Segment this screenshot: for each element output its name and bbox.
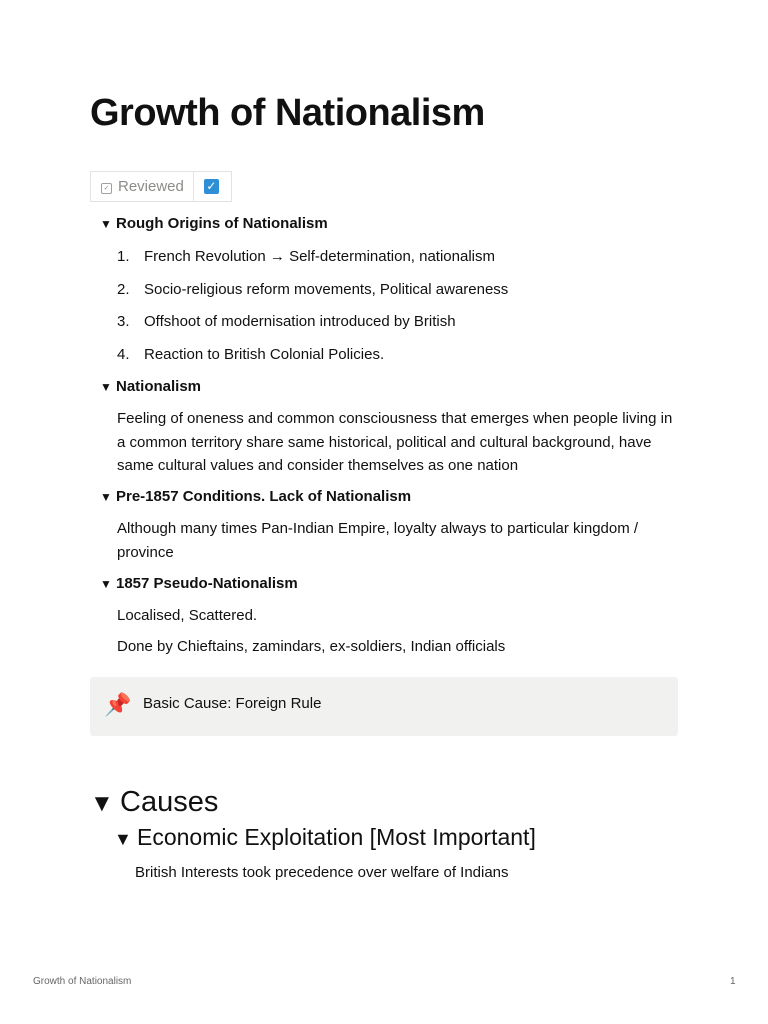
list-text: Reaction to British Colonial Policies. — [144, 345, 385, 363]
toggle-heading: Rough Origins of Nationalism — [116, 215, 328, 232]
property-label: Reviewed — [118, 178, 184, 195]
property-row — [90, 171, 232, 202]
list-item — [117, 278, 508, 311]
list-number: 3. — [117, 313, 130, 330]
pseudo-text-1: Localised, Scattered. — [117, 607, 258, 624]
list-item — [117, 245, 508, 278]
toggle-rough-origins[interactable] — [100, 215, 328, 232]
economic-heading: Economic Exploitation [Most Important] — [137, 824, 536, 850]
property-name[interactable] — [91, 172, 194, 201]
toggle-heading: Pre-1857 Conditions. Lack of Nationalism — [116, 488, 412, 505]
toggle-causes[interactable] — [90, 786, 218, 819]
callout-text: Basic Cause: Foreign Rule — [143, 695, 322, 712]
economic-text: British Interests took precedence over welfare of Indians — [135, 864, 509, 881]
checkbox-icon: ✓ — [101, 183, 112, 194]
list-number: 1. — [117, 248, 130, 265]
toggle-heading: 1857 Pseudo-Nationalism — [116, 575, 298, 592]
origins-list — [117, 245, 508, 375]
toggle-triangle-icon[interactable]: ▼ — [100, 490, 112, 504]
toggle-triangle-icon[interactable]: ▼ — [100, 577, 112, 591]
toggle-economic-exploitation[interactable] — [114, 824, 536, 851]
list-text: Offshoot of modernisation introduced by British — [144, 313, 456, 330]
property-value[interactable] — [194, 172, 231, 201]
toggle-nationalism[interactable] — [100, 378, 201, 395]
callout — [90, 677, 678, 736]
pushpin-icon: 📌 — [104, 692, 132, 717]
page-title: Growth of Nationalism — [90, 92, 485, 134]
list-number: 2. — [117, 280, 130, 298]
reviewed-checkbox[interactable]: ✓ — [204, 179, 219, 194]
causes-heading: Causes — [120, 786, 219, 818]
footer-page-number: 1 — [730, 976, 736, 987]
toggle-triangle-icon[interactable]: ▼ — [90, 790, 114, 817]
nationalism-definition: Feeling of oneness and common consciousness that emerges when people living in a common territory share same historical, political and cultural background, have same cultural values and consider themselves as one nation — [117, 410, 673, 474]
footer-title: Growth of Nationalism — [33, 976, 132, 987]
toggle-pre-1857[interactable] — [100, 488, 411, 505]
pre-1857-text: Although many times Pan-Indian Empire, loyalty always to particular kingdom / province — [117, 520, 639, 561]
pseudo-text-2: Done by Chieftains, zamindars, ex-soldiers, Indian officials — [117, 638, 506, 655]
list-number: 4. — [117, 345, 130, 363]
list-item — [117, 310, 508, 343]
toggle-1857-pseudo[interactable] — [100, 575, 298, 592]
toggle-triangle-icon[interactable]: ▼ — [114, 829, 132, 849]
list-item — [117, 343, 508, 376]
list-text: Socio-religious reform movements, Political awareness — [144, 280, 509, 298]
toggle-triangle-icon[interactable]: ▼ — [100, 380, 112, 394]
list-text: French Revolution → Self-determination, nationalism — [144, 248, 495, 265]
toggle-triangle-icon[interactable]: ▼ — [100, 217, 112, 231]
toggle-heading: Nationalism — [116, 378, 202, 395]
